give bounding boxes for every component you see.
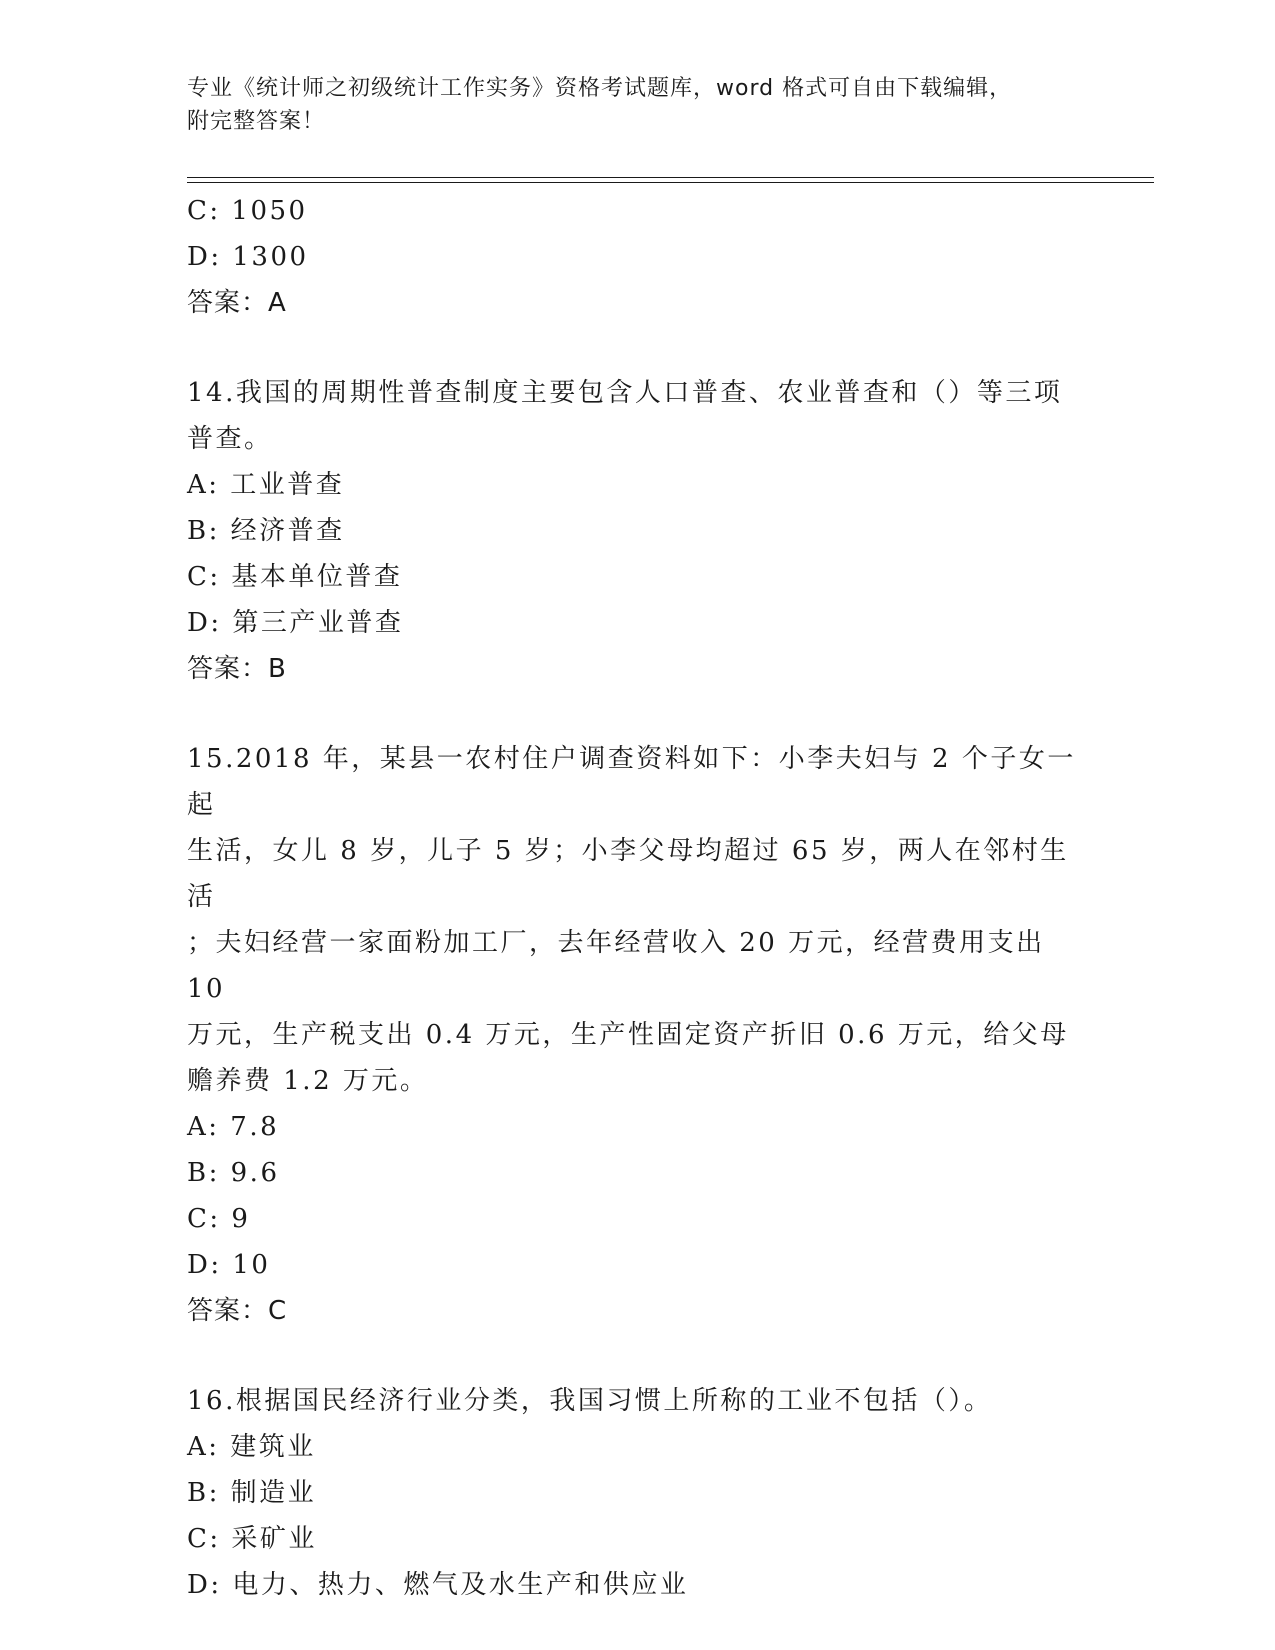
question-16 <box>187 1378 1087 1608</box>
question-15 <box>187 736 1087 1334</box>
spacer <box>187 692 1087 736</box>
option-a: A: 7.8 <box>187 1112 280 1142</box>
option-b: B: 9.6 <box>187 1158 280 1188</box>
document-body <box>187 188 1087 1608</box>
question-text-line: 16.根据国民经济行业分类，我国习惯上所称的工业不包括（）。 <box>187 1386 993 1416</box>
option-d: D: 10 <box>187 1250 271 1280</box>
question-text-line: 14.我国的周期性普查制度主要包含人口普查、农业普查和（）等三项 <box>187 378 1063 408</box>
option-d: D: 第三产业普查 <box>187 608 404 638</box>
option-a: A: 建筑业 <box>187 1432 316 1462</box>
option-d: D: 电力、热力、燃气及水生产和供应业 <box>187 1570 689 1600</box>
option-c: C: 采矿业 <box>187 1524 317 1554</box>
option-d: D: 1300 <box>187 242 309 272</box>
spacer <box>187 326 1087 370</box>
header-line-2: 附完整答案！ <box>187 109 326 134</box>
question-text-line: 赡养费 1.2 万元。 <box>187 1066 429 1096</box>
spacer <box>187 1334 1087 1378</box>
page-header <box>187 72 1087 138</box>
option-c: C: 1050 <box>187 196 308 226</box>
answer: 答案：C <box>187 1296 288 1326</box>
question-text-line: 15.2018 年，某县一农村住户调查资料如下：小李夫妇与 2 个子女一起 <box>187 744 1076 820</box>
header-rule-top <box>187 177 1154 178</box>
header-rule-bottom <box>187 182 1154 183</box>
option-b: B: 制造业 <box>187 1478 317 1508</box>
header-line-1: 专业《统计师之初级统计工作实务》资格考试题库，word 格式可自由下载编辑， <box>187 76 1013 101</box>
question-13-tail <box>187 188 1087 326</box>
option-b: B: 经济普查 <box>187 516 345 546</box>
question-text-line: 万元，生产税支出 0.4 万元，生产性固定资产折旧 0.6 万元，给父母 <box>187 1020 1069 1050</box>
question-14 <box>187 370 1087 692</box>
question-text-line: 生活，女儿 8 岁，儿子 5 岁；小李父母均超过 65 岁，两人在邻村生活 <box>187 836 1069 912</box>
question-text-line: ；夫妇经营一家面粉加工厂，去年经营收入 20 万元，经营费用支出 10 <box>187 928 1045 1004</box>
answer: 答案：B <box>187 654 287 684</box>
answer: 答案：A <box>187 288 287 318</box>
option-c: C: 9 <box>187 1204 251 1234</box>
option-a: A: 工业普查 <box>187 470 345 500</box>
question-text-line: 普查。 <box>187 424 273 454</box>
option-c: C: 基本单位普查 <box>187 562 403 592</box>
